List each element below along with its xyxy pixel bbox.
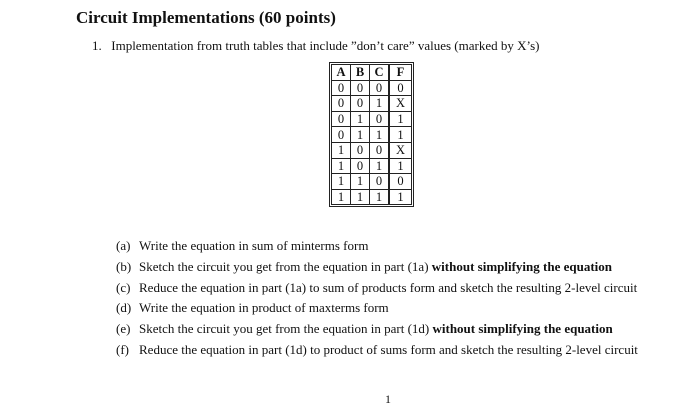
part-label: (d) [116,300,132,316]
cell-b: 0 [351,142,370,158]
cell-a: 1 [332,142,351,158]
list-item [116,257,638,278]
header-a: A [332,65,351,81]
table-row [332,189,412,205]
cell-c: 1 [370,189,390,205]
cell-a: 1 [332,158,351,174]
header-b: B [351,65,370,81]
problem-statement [92,38,540,54]
cell-f: 0 [389,80,412,96]
cell-c: 0 [370,174,390,190]
part-text: Sketch the circuit you get from the equation in part (1a) [139,258,432,274]
cell-b: 1 [351,189,370,205]
cell-a: 0 [332,96,351,112]
cell-b: 0 [351,80,370,96]
page-title: Circuit Implementations (60 points) [76,8,336,27]
part-text: Write the equation in sum of minterms form [139,238,369,253]
truth-table-header-row [332,65,412,81]
problem-number: 1. [92,38,102,53]
cell-f: 1 [389,111,412,127]
list-item [116,340,638,361]
cell-c: 1 [370,96,390,112]
table-row [332,96,412,112]
header-f: F [389,65,412,81]
cell-a: 0 [332,80,351,96]
list-item [116,298,638,319]
list-item [116,278,638,299]
part-label: (a) [116,238,131,253]
cell-b: 0 [351,96,370,112]
cell-a: 1 [332,189,351,205]
cell-c: 0 [370,80,390,96]
part-emphasis: without simplifying the equation [431,258,613,274]
question-parts-list [116,236,638,361]
part-text: Write the equation in product of maxterms form [139,300,389,316]
part-emphasis: without simplifying the equation [432,321,613,337]
cell-a: 0 [332,127,351,143]
part-label: (b) [116,258,132,274]
header-c: C [370,65,390,81]
part-label: (c) [116,279,131,295]
table-row [332,142,412,158]
cell-f: X [389,96,412,112]
cell-f: 0 [389,174,412,190]
truth-table [331,64,412,205]
part-text: Sketch the circuit you get from the equation in part (1d) [139,321,433,337]
cell-a: 0 [332,111,351,127]
part-label: (f) [116,341,129,357]
cell-c: 1 [370,127,390,143]
list-item [116,236,638,257]
cell-b: 1 [351,111,370,127]
cell-f: 1 [389,127,412,143]
cell-c: 0 [370,142,390,158]
problem-text: Implementation from truth tables that include ”don’t care” values (marked by X’s) [111,38,540,53]
list-item [116,319,638,340]
cell-a: 1 [332,174,351,190]
part-text: Reduce the equation in part (1d) to product of sums form and sketch the resulting 2-level circuit [139,341,638,357]
cell-f: 1 [389,158,412,174]
cell-f: X [389,142,412,158]
cell-b: 1 [351,127,370,143]
cell-c: 0 [370,111,390,127]
part-text: Reduce the equation in part (1a) to sum of products form and sketch the resulting 2-level circuit [139,279,638,295]
table-row [332,127,412,143]
part-label: (e) [116,321,131,337]
table-row [332,80,412,96]
truth-table-body [332,80,412,205]
table-row [332,174,412,190]
table-row [332,111,412,127]
cell-f: 1 [389,189,412,205]
cell-b: 0 [351,158,370,174]
page-number: 1 [385,392,391,406]
cell-c: 1 [370,158,390,174]
cell-b: 1 [351,174,370,190]
table-row [332,158,412,174]
